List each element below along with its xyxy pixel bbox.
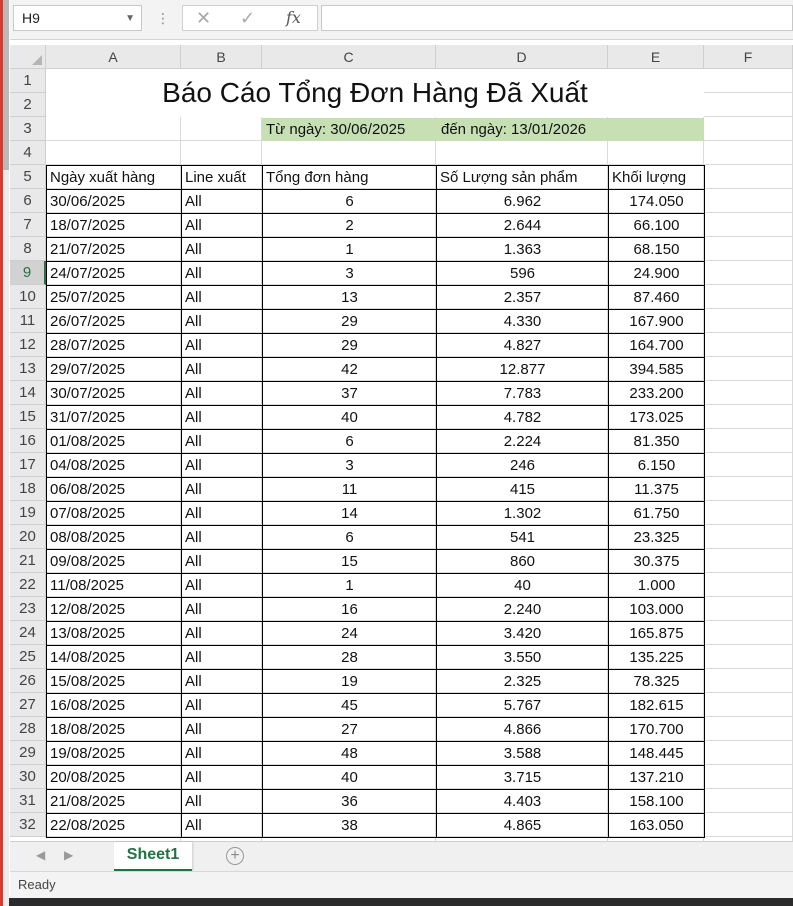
row-header-25[interactable]: 25: [10, 645, 46, 669]
table-row: [47, 406, 705, 430]
table-cell[interactable]: 21/08/2025: [47, 790, 182, 814]
formula-buttons: [182, 5, 318, 31]
table-cell[interactable]: 87.460: [609, 286, 705, 310]
table-row: [47, 454, 705, 478]
row-header-21[interactable]: 21: [10, 549, 46, 573]
table-row: [47, 574, 705, 598]
status-text: Ready: [18, 877, 56, 892]
table-cell[interactable]: 11/08/2025: [47, 574, 182, 598]
table-cell[interactable]: 81.350: [609, 430, 705, 454]
row-header-12[interactable]: 12: [10, 333, 46, 357]
table-cell[interactable]: 2.224: [437, 430, 609, 454]
row-header-10[interactable]: 10: [10, 285, 46, 309]
table-cell[interactable]: 1.363: [437, 238, 609, 262]
row-header-29[interactable]: 29: [10, 741, 46, 765]
name-box-value: H9: [22, 10, 40, 26]
table-cell[interactable]: 40: [263, 406, 437, 430]
row-header-24[interactable]: 24: [10, 621, 46, 645]
table-cell[interactable]: 2.644: [437, 214, 609, 238]
table-cell[interactable]: All: [182, 646, 263, 670]
table-row: [47, 742, 705, 766]
table-row: [47, 478, 705, 502]
table-cell[interactable]: 13/08/2025: [47, 622, 182, 646]
left-scrollbar-thumb[interactable]: [3, 0, 9, 170]
table-row: [47, 670, 705, 694]
table-cell[interactable]: 137.210: [609, 766, 705, 790]
worksheet-grid[interactable]: [10, 45, 793, 841]
date-to-label: đến ngày: 13/01/2026: [441, 121, 587, 138]
column-header-d[interactable]: D: [436, 45, 608, 69]
table-header-row: [47, 166, 705, 190]
table-cell[interactable]: 103.000: [609, 598, 705, 622]
table-cell[interactable]: 09/08/2025: [47, 550, 182, 574]
table-cell[interactable]: 394.585: [609, 358, 705, 382]
table-cell[interactable]: 541: [437, 526, 609, 550]
row-header-2[interactable]: 2: [10, 93, 46, 117]
table-cell[interactable]: 28: [263, 646, 437, 670]
table-cell[interactable]: 6.962: [437, 190, 609, 214]
table-cell[interactable]: 3.550: [437, 646, 609, 670]
row-header-14[interactable]: 14: [10, 381, 46, 405]
table-cell[interactable]: All: [182, 790, 263, 814]
chevron-down-icon[interactable]: ▼: [125, 13, 135, 24]
table-cell[interactable]: All: [182, 430, 263, 454]
table-cell[interactable]: All: [182, 766, 263, 790]
table-cell[interactable]: 4.403: [437, 790, 609, 814]
table-row: [47, 790, 705, 814]
table-cell[interactable]: 19/08/2025: [47, 742, 182, 766]
table-cell[interactable]: 48: [263, 742, 437, 766]
row-header-13[interactable]: 13: [10, 357, 46, 381]
table-cell[interactable]: 1: [263, 574, 437, 598]
column-header-c[interactable]: C: [262, 45, 436, 69]
table-cell[interactable]: 148.445: [609, 742, 705, 766]
table-cell[interactable]: 25/07/2025: [47, 286, 182, 310]
row-header-3[interactable]: 3: [10, 117, 46, 141]
column-header-f[interactable]: F: [704, 45, 793, 69]
table-cell[interactable]: 21/07/2025: [47, 238, 182, 262]
table-cell[interactable]: All: [182, 454, 263, 478]
row-header-22[interactable]: 22: [10, 573, 46, 597]
table-cell[interactable]: 15/08/2025: [47, 670, 182, 694]
table-row: [47, 694, 705, 718]
table-cell[interactable]: 06/08/2025: [47, 478, 182, 502]
table-cell[interactable]: All: [182, 334, 263, 358]
table-cell[interactable]: 16/08/2025: [47, 694, 182, 718]
table-cell[interactable]: 27: [263, 718, 437, 742]
table-cell[interactable]: 2.357: [437, 286, 609, 310]
name-box[interactable]: [13, 5, 142, 31]
table-cell[interactable]: 24.900: [609, 262, 705, 286]
scroll-tabs-right-icon[interactable]: ▶: [64, 848, 74, 862]
table-cell[interactable]: 30/07/2025: [47, 382, 182, 406]
table-row: [47, 262, 705, 286]
row-header-9[interactable]: 9: [10, 261, 46, 285]
table-cell[interactable]: 38: [263, 814, 437, 838]
table-cell[interactable]: 1: [263, 238, 437, 262]
row-header-1[interactable]: 1: [10, 69, 46, 93]
table-cell[interactable]: 596: [437, 262, 609, 286]
table-cell[interactable]: 29/07/2025: [47, 358, 182, 382]
table-cell[interactable]: 4.330: [437, 310, 609, 334]
table-cell[interactable]: 3.420: [437, 622, 609, 646]
table-cell[interactable]: 11: [263, 478, 437, 502]
table-cell[interactable]: 3.588: [437, 742, 609, 766]
row-header-28[interactable]: 28: [10, 717, 46, 741]
table-cell[interactable]: 24/07/2025: [47, 262, 182, 286]
report-title[interactable]: Báo Cáo Tổng Đơn Hàng Đã Xuất: [46, 69, 704, 117]
table-cell[interactable]: 1.000: [609, 574, 705, 598]
table-cell[interactable]: 19: [263, 670, 437, 694]
table-cell[interactable]: 3: [263, 454, 437, 478]
table-row: [47, 430, 705, 454]
table-row: [47, 598, 705, 622]
formula-input[interactable]: [321, 5, 793, 31]
row-header-8[interactable]: 8: [10, 237, 46, 261]
left-scrollbar-track[interactable]: [3, 170, 9, 906]
table-cell[interactable]: 08/08/2025: [47, 526, 182, 550]
taskbar-edge: [0, 898, 793, 906]
row-header-27[interactable]: 27: [10, 693, 46, 717]
select-all-corner[interactable]: [10, 45, 46, 69]
table-cell[interactable]: 246: [437, 454, 609, 478]
column-header-cell[interactable]: Line xuất: [182, 166, 263, 190]
date-range-cell[interactable]: [262, 118, 704, 141]
table-cell[interactable]: 37: [263, 382, 437, 406]
table-cell[interactable]: 66.100: [609, 214, 705, 238]
table-cell[interactable]: 3.715: [437, 766, 609, 790]
data-table: [46, 165, 705, 838]
table-cell[interactable]: All: [182, 502, 263, 526]
table-cell[interactable]: 26/07/2025: [47, 310, 182, 334]
table-cell[interactable]: 30.375: [609, 550, 705, 574]
table-cell[interactable]: 18/08/2025: [47, 718, 182, 742]
table-row: [47, 310, 705, 334]
table-cell[interactable]: 173.025: [609, 406, 705, 430]
date-from-label: Từ ngày: 30/06/2025: [266, 121, 406, 138]
table-row: [47, 718, 705, 742]
table-cell[interactable]: 40: [263, 766, 437, 790]
table-cell[interactable]: All: [182, 382, 263, 406]
table-cell[interactable]: 4.782: [437, 406, 609, 430]
table-cell[interactable]: 13: [263, 286, 437, 310]
table-cell[interactable]: All: [182, 406, 263, 430]
table-cell[interactable]: 04/08/2025: [47, 454, 182, 478]
column-header-cell[interactable]: Tổng đơn hàng: [263, 166, 437, 190]
table-cell[interactable]: 6: [263, 430, 437, 454]
table-cell[interactable]: 6: [263, 190, 437, 214]
cancel-icon[interactable]: ✕: [196, 8, 212, 28]
table-cell[interactable]: All: [182, 742, 263, 766]
column-header-cell[interactable]: Khối lượng: [609, 166, 705, 190]
table-row: [47, 334, 705, 358]
table-cell[interactable]: All: [182, 238, 263, 262]
table-cell[interactable]: 15: [263, 550, 437, 574]
table-cell[interactable]: 24: [263, 622, 437, 646]
enter-check-icon[interactable]: ✓: [240, 8, 256, 28]
column-header-a[interactable]: A: [46, 45, 181, 69]
table-cell[interactable]: 01/08/2025: [47, 430, 182, 454]
row-header-5[interactable]: 5: [10, 165, 46, 189]
table-cell[interactable]: 2.325: [437, 670, 609, 694]
row-header-26[interactable]: 26: [10, 669, 46, 693]
table-cell[interactable]: 165.875: [609, 622, 705, 646]
table-cell[interactable]: 4.827: [437, 334, 609, 358]
table-row: [47, 358, 705, 382]
table-cell[interactable]: 860: [437, 550, 609, 574]
row-header-6[interactable]: 6: [10, 189, 46, 213]
table-cell[interactable]: 170.700: [609, 718, 705, 742]
table-row: [47, 526, 705, 550]
sheet-tab-bar: [10, 841, 793, 872]
table-cell[interactable]: 31/07/2025: [47, 406, 182, 430]
table-row: [47, 286, 705, 310]
row-header-19[interactable]: 19: [10, 501, 46, 525]
table-cell[interactable]: 36: [263, 790, 437, 814]
table-cell[interactable]: 2.240: [437, 598, 609, 622]
table-cell[interactable]: 167.900: [609, 310, 705, 334]
table-cell[interactable]: All: [182, 550, 263, 574]
table-row: [47, 190, 705, 214]
table-row: [47, 814, 705, 838]
table-cell[interactable]: 30/06/2025: [47, 190, 182, 214]
add-sheet-icon[interactable]: +: [226, 847, 244, 865]
table-cell[interactable]: 415: [437, 478, 609, 502]
table-cell[interactable]: 7.783: [437, 382, 609, 406]
table-cell[interactable]: 11.375: [609, 478, 705, 502]
row-header-7[interactable]: 7: [10, 213, 46, 237]
table-cell[interactable]: All: [182, 718, 263, 742]
row-header-11[interactable]: 11: [10, 309, 46, 333]
column-header-cell[interactable]: Số Lượng sản phẩm: [437, 166, 609, 190]
table-cell[interactable]: 07/08/2025: [47, 502, 182, 526]
table-cell[interactable]: 4.866: [437, 718, 609, 742]
table-cell[interactable]: 2: [263, 214, 437, 238]
scroll-tabs-left-icon[interactable]: ◀: [36, 848, 46, 862]
insert-function-icon[interactable]: fx: [286, 8, 301, 27]
table-cell[interactable]: 5.767: [437, 694, 609, 718]
table-cell[interactable]: 182.615: [609, 694, 705, 718]
formula-bar: [10, 0, 793, 40]
table-cell[interactable]: All: [182, 694, 263, 718]
row-header-32[interactable]: 32: [10, 813, 46, 837]
column-header-cell[interactable]: Ngày xuất hàng: [47, 166, 182, 190]
row-header-15[interactable]: 15: [10, 405, 46, 429]
row-header-23[interactable]: 23: [10, 597, 46, 621]
table-cell[interactable]: 12/08/2025: [47, 598, 182, 622]
table-cell[interactable]: 40: [437, 574, 609, 598]
row-header-4[interactable]: 4: [10, 141, 46, 165]
table-cell[interactable]: All: [182, 310, 263, 334]
table-cell[interactable]: 135.225: [609, 646, 705, 670]
select-all-triangle-icon: [32, 55, 42, 65]
table-row: [47, 550, 705, 574]
table-cell[interactable]: 164.700: [609, 334, 705, 358]
column-header-e[interactable]: E: [608, 45, 704, 69]
table-row: [47, 766, 705, 790]
table-cell[interactable]: 78.325: [609, 670, 705, 694]
table-cell[interactable]: 1.302: [437, 502, 609, 526]
table-cell[interactable]: All: [182, 598, 263, 622]
table-row: [47, 502, 705, 526]
row-header-31[interactable]: 31: [10, 789, 46, 813]
table-cell[interactable]: All: [182, 286, 263, 310]
table-cell[interactable]: 6.150: [609, 454, 705, 478]
table-cell[interactable]: 6: [263, 526, 437, 550]
table-cell[interactable]: 18/07/2025: [47, 214, 182, 238]
row-header-30[interactable]: 30: [10, 765, 46, 789]
table-cell[interactable]: 12.877: [437, 358, 609, 382]
table-cell[interactable]: 14: [263, 502, 437, 526]
table-cell[interactable]: 158.100: [609, 790, 705, 814]
table-row: [47, 238, 705, 262]
table-cell[interactable]: 22/08/2025: [47, 814, 182, 838]
table-cell[interactable]: All: [182, 622, 263, 646]
table-cell[interactable]: 3: [263, 262, 437, 286]
table-row: [47, 214, 705, 238]
table-cell[interactable]: 29: [263, 310, 437, 334]
table-cell[interactable]: 28/07/2025: [47, 334, 182, 358]
table-cell[interactable]: All: [182, 574, 263, 598]
table-cell[interactable]: All: [182, 214, 263, 238]
more-options-icon[interactable]: ⋮: [156, 10, 170, 26]
table-cell[interactable]: All: [182, 526, 263, 550]
row-header-20[interactable]: 20: [10, 525, 46, 549]
table-cell[interactable]: 20/08/2025: [47, 766, 182, 790]
table-cell[interactable]: All: [182, 358, 263, 382]
row-header-16[interactable]: 16: [10, 429, 46, 453]
table-cell[interactable]: 4.865: [437, 814, 609, 838]
sheet-tab-sheet1[interactable]: Sheet1: [114, 842, 192, 872]
table-cell[interactable]: 42: [263, 358, 437, 382]
table-cell[interactable]: 23.325: [609, 526, 705, 550]
row-header-18[interactable]: 18: [10, 477, 46, 501]
table-cell[interactable]: All: [182, 190, 263, 214]
table-cell[interactable]: 14/08/2025: [47, 646, 182, 670]
table-cell[interactable]: All: [182, 670, 263, 694]
table-cell[interactable]: 29: [263, 334, 437, 358]
table-cell[interactable]: 233.200: [609, 382, 705, 406]
table-cell[interactable]: 163.050: [609, 814, 705, 838]
table-cell[interactable]: All: [182, 814, 263, 838]
row-header-17[interactable]: 17: [10, 453, 46, 477]
table-cell[interactable]: 68.150: [609, 238, 705, 262]
table-cell[interactable]: 16: [263, 598, 437, 622]
table-cell[interactable]: All: [182, 262, 263, 286]
table-cell[interactable]: 174.050: [609, 190, 705, 214]
table-cell[interactable]: 45: [263, 694, 437, 718]
status-bar: [10, 871, 793, 899]
table-cell[interactable]: All: [182, 478, 263, 502]
table-row: [47, 382, 705, 406]
table-row: [47, 622, 705, 646]
table-row: [47, 646, 705, 670]
column-header-b[interactable]: B: [181, 45, 262, 69]
table-cell[interactable]: 61.750: [609, 502, 705, 526]
